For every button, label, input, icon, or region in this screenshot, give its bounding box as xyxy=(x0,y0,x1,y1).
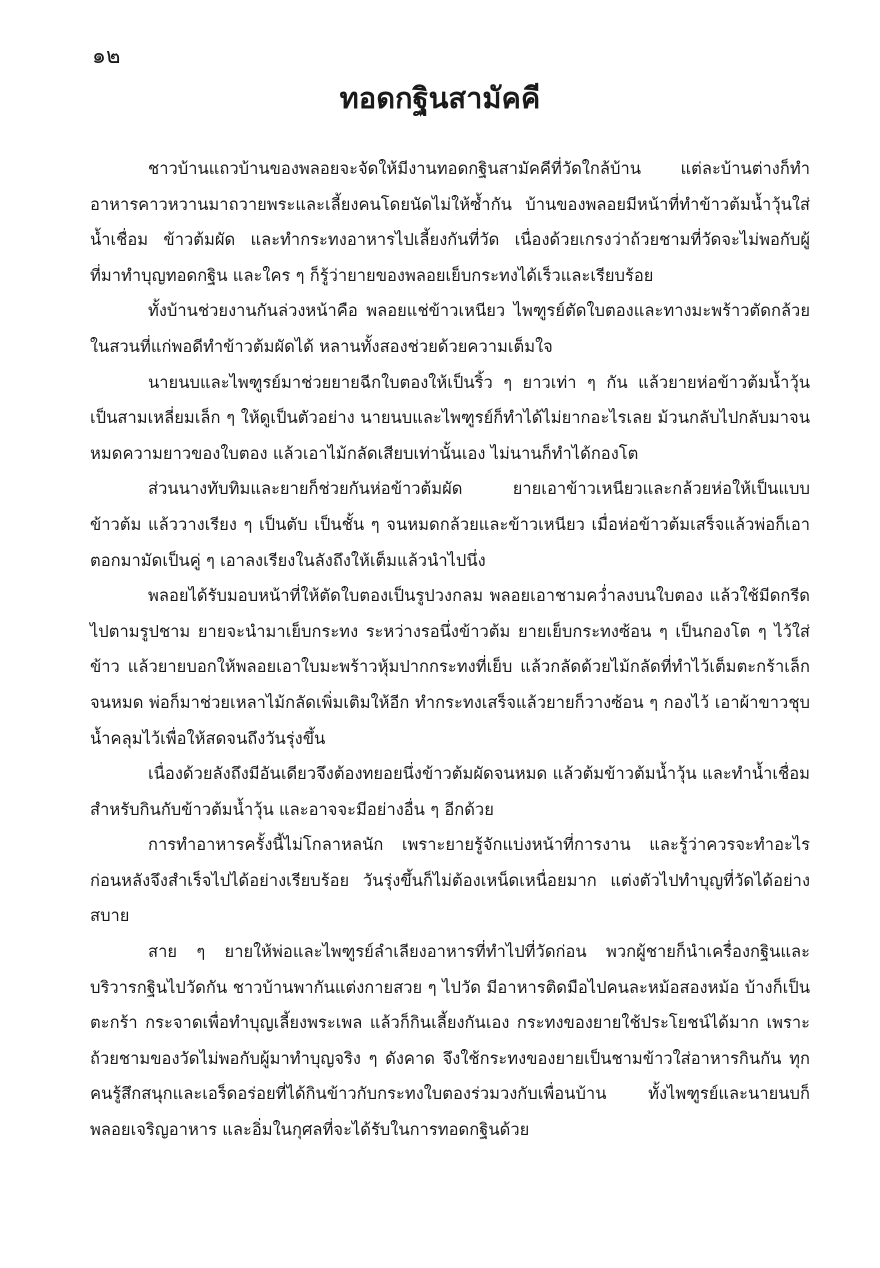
paragraph-6: เนื่องด้วยลังถึงมีอันเดียวจึงต้องทยอยนึ่งข้าวต้มผัดจนหมด แล้วต้มข้าวต้มน้ำวุ้น และทำน้ำเชื่อมสำหรับกินกับข้าวต้มน้ำวุ้น และอาจจะมีอย่างอื่น ๆ อีกด้วย xyxy=(90,764,810,819)
story-body xyxy=(90,151,810,1148)
paragraph-7: การทำอาหารครั้งนี้ไม่โกลาหลนัก เพราะยายรู้จักแบ่งหน้าที่การงาน และรู้ว่าควรจะทำอะไรก่อนหลังจึงสำเร็จไปได้อย่างเรียบร้อย วันรุ่งขึ้นก็ไม่ต้องเหน็ดเหนื่อยมาก แต่งตัวไปทำบุญที่วัดได้อย่างสบาย xyxy=(90,835,810,926)
page-number: ๑๒ xyxy=(92,44,121,69)
page-title: ทอดกฐินสามัคคี xyxy=(339,81,541,115)
paragraph-4: ส่วนนางทับทิมและยายก็ช่วยกันห่อข้าวต้มผัด ยายเอาข้าวเหนียวและกล้วยห่อให้เป็นแบบข้าวต้ม แล้ววางเรียง ๆ เป็นตับ เป็นชั้น ๆ จนหมดกล้วยและข้าวเหนียว เมื่อห่อข้าวต้มเสร็จแล้วพ่อก็เอาตอกมามัดเป็นคู่ ๆ เอาลงเรียงในลังถึงให้เต็มแล้วนำไปนึ่ง xyxy=(90,479,810,570)
paragraph-2: ทั้งบ้านช่วยงานกันล่วงหน้าคือ พลอยแช่ข้าวเหนียว ไพฑูรย์ตัดใบตองและทางมะพร้าวตัดกล้วยในสวนที่แก่พอดีทำข้าวต้มผัดได้ หลานทั้งสองช่วยด้วยความเต็มใจ xyxy=(90,301,810,356)
paragraph-1: ชาวบ้านแถวบ้านของพลอยจะจัดให้มีงานทอดกฐินสามัคคีที่วัดใกล้บ้าน แต่ละบ้านต่างก็ทำอาหารคาวหวานมาถวายพระและเลี้ยงคนโดยนัดไม่ให้ซ้ำกัน บ้านของพลอยมีหน้าที่ทำข้าวต้มน้ำวุ้นใส่น้ำเชื่อม ข้าวต้มผัด และทำกระทงอาหารไปเลี้ยงกันที่วัด เนื่องด้วยเกรงว่าถ้วยชามที่วัดจะไม่พอกับผู้ที่มาทำบุญทอดกฐิน และใคร ๆ ก็รู้ว่ายายของพลอยเย็บกระทงได้เร็วและเรียบร้อย xyxy=(90,159,810,285)
paragraph-8: สาย ๆ ยายให้พ่อและไพฑูรย์ลำเลียงอาหารที่ทำไปที่วัดก่อน พวกผู้ชายก็นำเครื่องกฐินและบริวารกฐินไปวัดกัน ชาวบ้านพากันแต่งกายสวย ๆ ไปวัด มีอาหารติดมือไปคนละหม้อสองหม้อ บ้างก็เป็นตะกร้า กระจาดเพื่อทำบุญเลี้ยงพระเพล แล้วก็กินเลี้ยงกันเอง กระทงของยายใช้ประโยชน์ได้มาก เพราะถ้วยชามของวัดไม่พอกับผู้มาทำบุญจริง ๆ ดังคาด จึงใช้กระทงของยายเป็นชามข้าวใส่อาหารกินกัน ทุกคนรู้สึกสนุกและเอร็ดอร่อยที่ได้กินข้าวกับกระทงใบตองร่วมวงกับเพื่อนบ้าน ทั้งไพฑูรย์และนายนบก็พลอยเจริญอาหาร และอิ่มในกุศลที่จะได้รับในการทอดกฐินด้วย xyxy=(90,942,810,1140)
paragraph-3: นายนบและไพฑูรย์มาช่วยยายฉีกใบตองให้เป็นริ้ว ๆ ยาวเท่า ๆ กัน แล้วยายห่อข้าวต้มน้ำวุ้นเป็นสามเหลี่ยมเล็ก ๆ ให้ดูเป็นตัวอย่าง นายนบและไพฑูรย์ก็ทำได้ไม่ยากอะไรเลย ม้วนกลับไปกลับมาจนหมดความยาวของใบตอง แล้วเอาไม้กลัดเสียบเท่านั้นเอง ไม่นานก็ทำได้กองโต xyxy=(90,372,810,463)
paragraph-5: พลอยได้รับมอบหน้าที่ให้ตัดใบตองเป็นรูปวงกลม พลอยเอาชามคว่ำลงบนใบตอง แล้วใช้มีดกรีดไปตามรูปชาม ยายจะนำมาเย็บกระทง ระหว่างรอนึ่งข้าวต้ม ยายเย็บกระทงซ้อน ๆ เป็นกองโต ๆ ไว้ใส่ข้าว แล้วยายบอกให้พลอยเอาใบมะพร้าวหุ้มปากกระทงที่เย็บ แล้วกลัดด้วยไม้กลัดที่ทำไว้เต็มตะกร้าเล็กจนหมด พ่อก็มาช่วยเหลาไม้กลัดเพิ่มเติมให้อีก ทำกระทงเสร็จแล้วยายก็วางซ้อน ๆ กองไว้ เอาผ้าขาวชุบน้ำคลุมไว้เพื่อให้สดจนถึงวันรุ่งขึ้น xyxy=(90,586,810,748)
